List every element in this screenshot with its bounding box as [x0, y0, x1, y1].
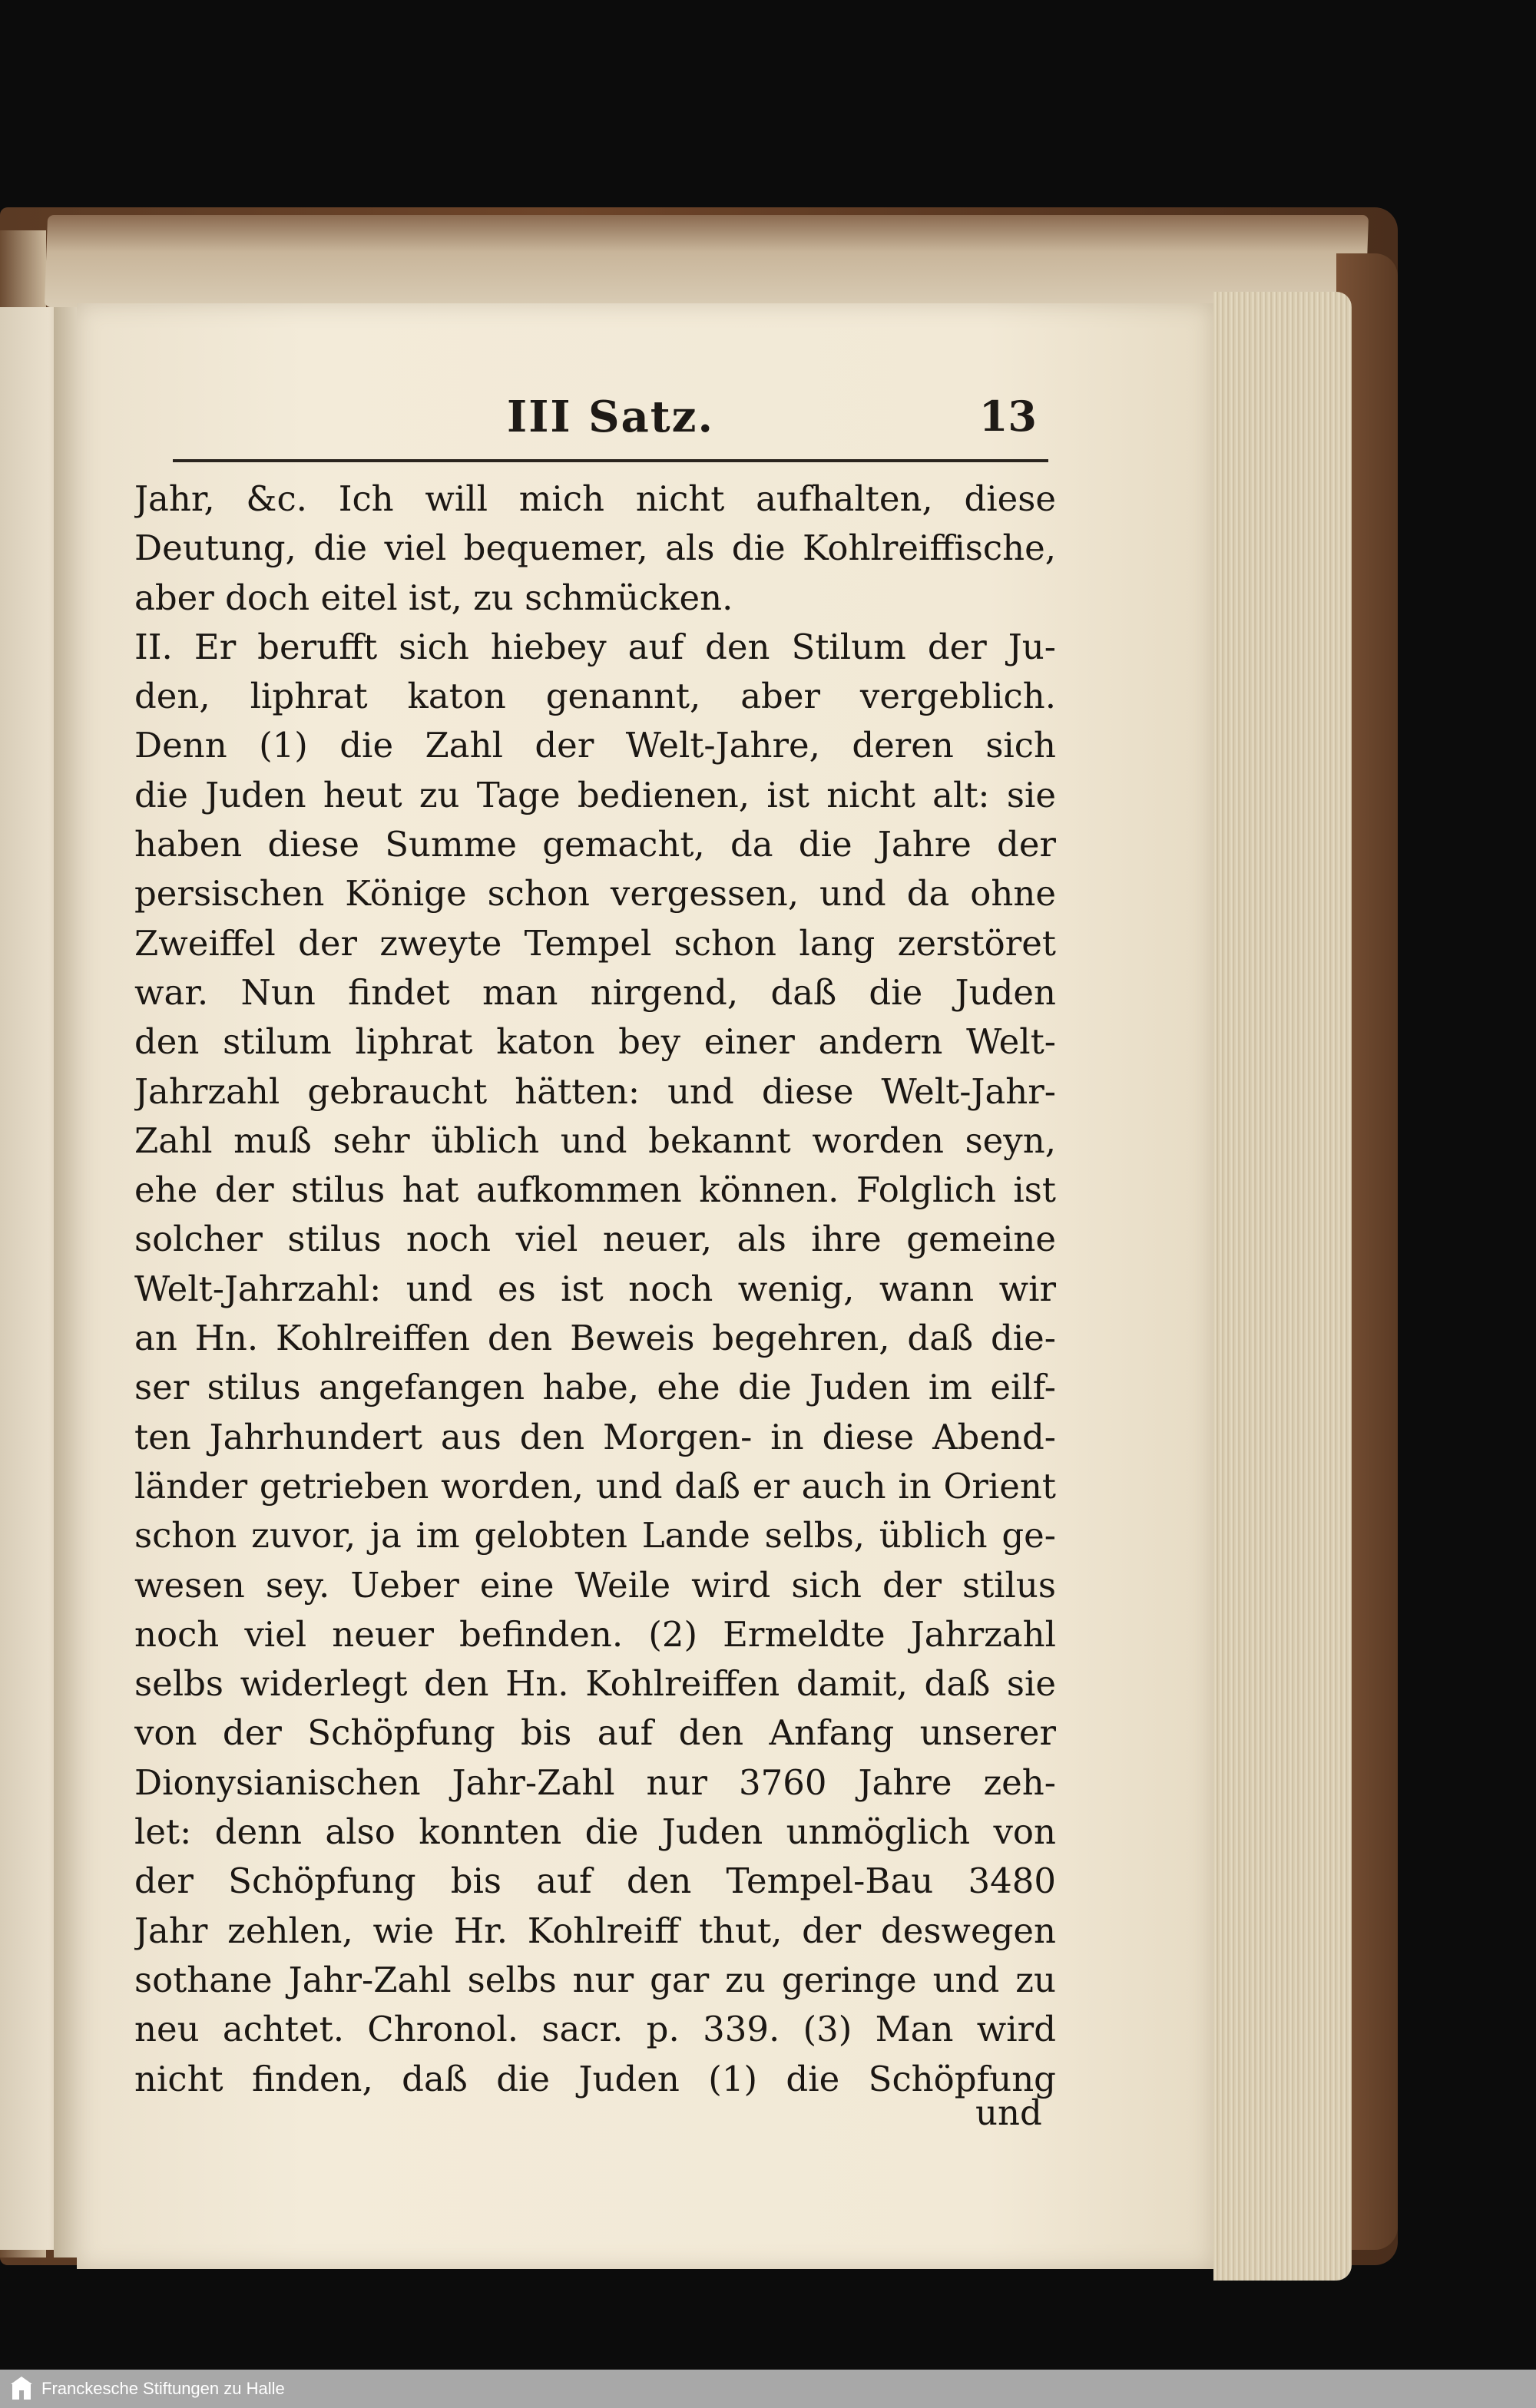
- header-rule: [173, 459, 1048, 462]
- text-line: Jahr zehlen, wie Hr. Kohlreiff thut, der deswegen: [134, 1910, 1056, 1951]
- catchword: und: [975, 2092, 1042, 2133]
- text-line: länder getrieben worden, und daß er auch in Orient: [134, 1465, 1056, 1507]
- text-line: aber doch eitel ist, zu schmücken.: [134, 577, 733, 618]
- footer-institution: Franckesche Stiftungen zu Halle: [41, 2379, 285, 2398]
- text-line: den stilum liphrat katon bey einer andern Welt-: [134, 1021, 1056, 1063]
- text-line: wesen sey. Ueber eine Weile wird sich der stilus: [134, 1564, 1056, 1606]
- text-line: ten Jahrhundert aus den Morgen- in diese Abend-: [134, 1416, 1056, 1457]
- text-line: solcher stilus noch viel neuer, als ihre gemeine: [134, 1219, 1056, 1260]
- text-line: noch viel neuer befinden. (2) Ermeldte Jahrzahl: [134, 1613, 1056, 1655]
- running-title: III Satz.: [507, 392, 714, 442]
- text-line: Welt-Jahrzahl: und es ist noch wenig, wann wir: [134, 1268, 1056, 1309]
- text-line: den, liphrat katon genannt, aber vergeblich.: [134, 676, 1056, 717]
- text-line: Jahr, &c. Ich will mich nicht aufhalten, diese: [134, 478, 1056, 519]
- page-number: 13: [978, 392, 1037, 441]
- franckesche-stiftungen-logo-icon: [9, 2375, 34, 2403]
- text-line: sothane Jahr-Zahl selbs nur gar zu geringe und zu: [134, 1959, 1056, 2000]
- text-line: Denn (1) die Zahl der Welt-Jahre, deren sich: [134, 725, 1056, 766]
- footer-bar: [0, 2370, 1536, 2408]
- text-line: II. Er berufft sich hiebey auf den Stilum der Ju-: [134, 626, 1056, 667]
- text-line: Zweiffel der zweyte Tempel schon lang zerstöret: [134, 922, 1056, 964]
- page-top-edge: [45, 215, 1369, 307]
- page-fore-edge: [1213, 292, 1352, 2281]
- text-line: Deutung, die viel bequemer, als die Kohlreiffische,: [134, 528, 1056, 569]
- text-line: von der Schöpfung bis auf den Anfang unserer: [134, 1712, 1056, 1754]
- text-line: selbs widerlegt den Hn. Kohlreiffen damit, daß sie: [134, 1663, 1056, 1705]
- text-line: let: denn also konnten die Juden unmöglich von: [134, 1811, 1056, 1853]
- body-text: [134, 475, 1056, 2104]
- text-line: persischen Könige schon vergessen, und da ohne: [134, 873, 1056, 915]
- text-line: haben diese Summe gemacht, da die Jahre der: [134, 824, 1056, 865]
- text-line: ehe der stilus hat aufkommen können. Folglich ist: [134, 1169, 1056, 1211]
- text-line: war. Nun findet man nirgend, daß die Juden: [134, 971, 1056, 1013]
- running-head: [138, 384, 1044, 453]
- text-line: Zahl muß sehr üblich und bekannt worden seyn,: [134, 1120, 1056, 1161]
- text-line: schon zuvor, ja im gelobten Lande selbs, üblich ge-: [134, 1515, 1056, 1556]
- text-line: ser stilus angefangen habe, ehe die Juden im eilf-: [134, 1367, 1056, 1408]
- text-line: der Schöpfung bis auf den Tempel-Bau 3480: [134, 1861, 1056, 1902]
- text-line: an Hn. Kohlreiffen den Beweis begehren, daß die-: [134, 1318, 1056, 1359]
- text-line: neu achtet. Chronol. sacr. p. 339. (3) Man wird: [134, 2009, 1056, 2050]
- text-line: die Juden heut zu Tage bedienen, ist nicht alt: sie: [134, 774, 1056, 815]
- text-line: Dionysianischen Jahr-Zahl nur 3760 Jahre zeh-: [134, 1761, 1056, 1803]
- text-line: nicht finden, daß die Juden (1) die Schöpfung: [134, 2058, 1056, 2099]
- text-line: Jahrzahl gebraucht hätten: und diese Welt-Jahr-: [134, 1070, 1056, 1112]
